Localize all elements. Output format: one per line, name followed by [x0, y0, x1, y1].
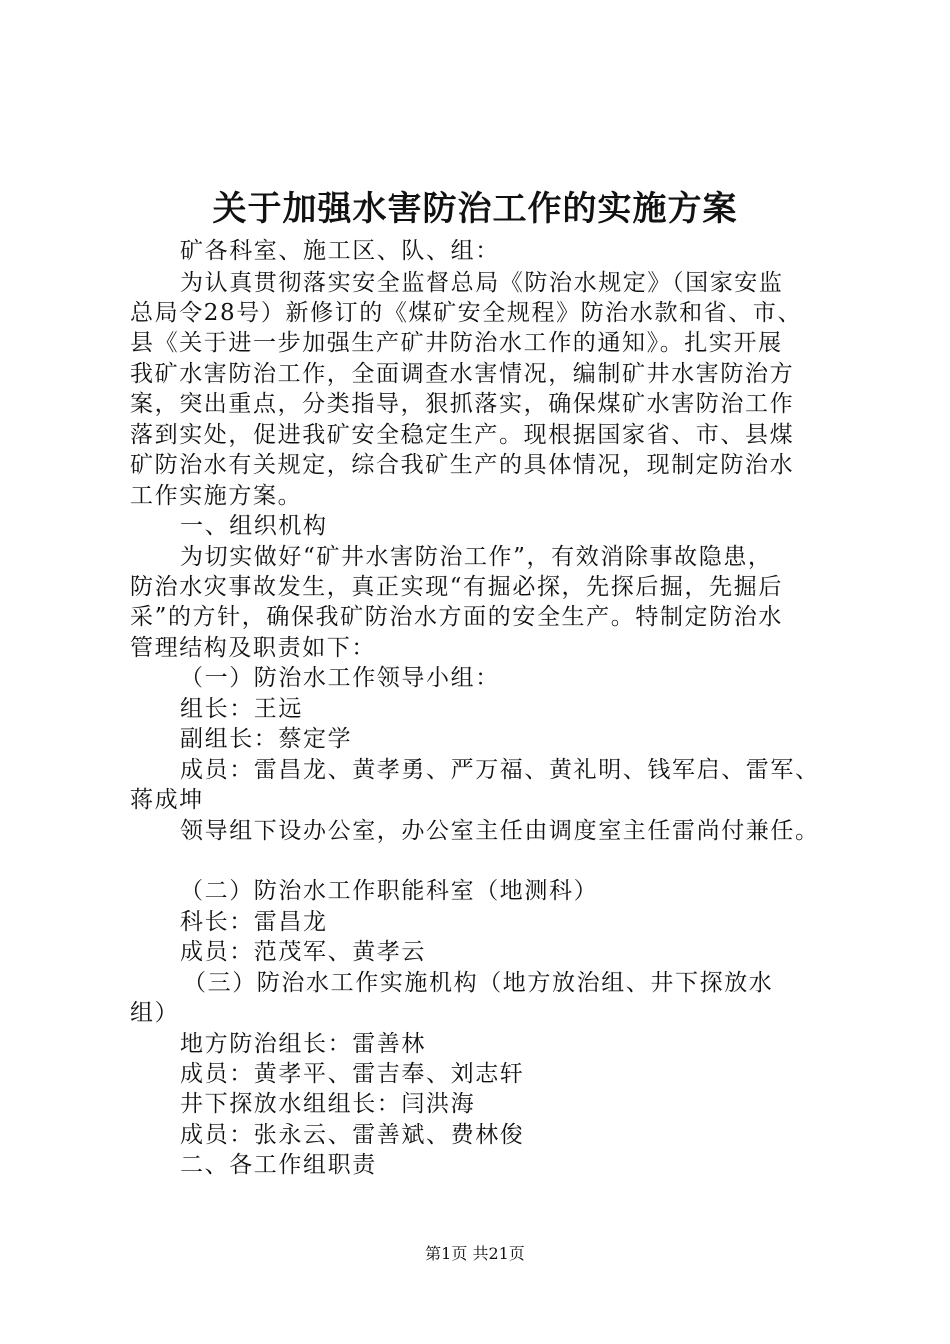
body-line: 副组长：蔡定学: [180, 726, 353, 752]
section-heading: 二、各工作组职责: [180, 1152, 377, 1178]
section-heading: 一、组织机构: [180, 513, 328, 539]
document-title: 关于加强水害防治工作的实施方案: [212, 189, 738, 229]
body-line: 落到实处，促进我矿安全稳定生产。现根据国家省、市、县煤: [130, 422, 795, 448]
body-line: 我矿水害防治工作，全面调查水害情况，编制矿井水害防治方: [130, 361, 795, 387]
body-line: 组）: [130, 1000, 180, 1026]
body-line: 组长：王远: [180, 696, 303, 722]
salutation-line: 矿各科室、施工区、队、组：: [180, 238, 500, 264]
body-line: 工作实施方案。: [130, 483, 303, 509]
subsection-heading: （一）防治水工作领导小组：: [180, 665, 500, 691]
body-line: 总局令28号）新修订的《煤矿安全规程》防治水款和省、市、: [130, 300, 803, 326]
body-line: 为切实做好“矿井水害防治工作”，有效消除事故隐患，: [180, 544, 773, 570]
body-line: 矿防治水有关规定，综合我矿生产的具体情况，现制定防治水: [130, 452, 795, 478]
page-number-footer: 第1页 共21页: [425, 1244, 525, 1263]
body-line: 采”的方针，确保我矿防治水方面的安全生产。特制定防治水: [130, 604, 783, 630]
body-line: 蒋成坤: [130, 787, 204, 813]
body-line: 成员：范茂军、黄孝云: [180, 939, 426, 965]
body-line: 案，突出重点，分类指导，狠抓落实，确保煤矿水害防治工作: [130, 391, 795, 417]
body-line: 科长：雷昌龙: [180, 909, 328, 935]
body-line: 井下探放水组组长：闫洪海: [180, 1091, 476, 1117]
body-line: 领导组下设办公室，办公室主任由调度室主任雷尚付兼任。: [180, 818, 820, 844]
subsection-heading: （二）防治水工作职能科室（地测科）: [180, 878, 599, 904]
body-line: 成员：雷昌龙、黄孝勇、严万福、黄礼明、钱军启、雷军、: [180, 757, 820, 783]
body-line: 成员：黄孝平、雷吉奉、刘志轩: [180, 1061, 525, 1087]
body-line: 为认真贯彻落实安全监督总局《防治水规定》（国家安监: [180, 270, 784, 296]
subsection-heading: （三）防治水工作实施机构（地方放治组、井下探放水: [183, 970, 774, 996]
body-line: 成员：张永云、雷善斌、费林俊: [180, 1122, 525, 1148]
body-line: 防治水灾事故发生，真正实现“有掘必探，先探后掘，先掘后: [130, 574, 783, 600]
body-line: 县《关于进一步加强生产矿井防治水工作的通知》。扎实开展: [130, 330, 783, 356]
body-line: 地方防治组长：雷善林: [180, 1031, 426, 1057]
body-line: 管理结构及职责如下：: [130, 635, 376, 661]
